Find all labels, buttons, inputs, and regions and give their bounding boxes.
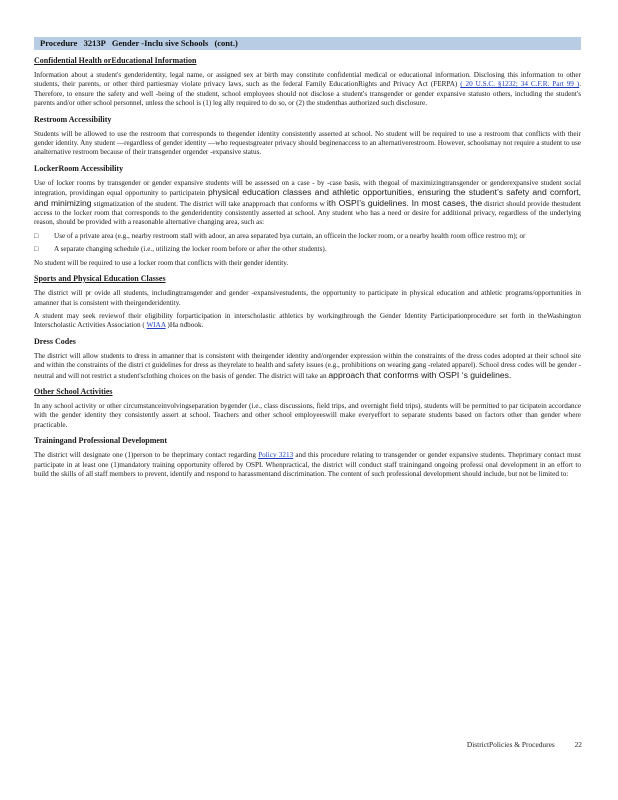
section-activities [34,387,581,430]
paragraph-text: The district will designate one (1)person to be theprimary contact regarding [34,451,259,460]
paragraph-text-large: physical education classes and athletic opportunities, ensuring the student’s safety and comfort, and minimizing [34,187,581,208]
paragraph-text: and this procedure relating to transgender or gender expansive students. Theprimary contact must participate in at least one (1)mandatory training opportunity offered by OSPI. Whenpractical, the district will conduct staff trainingand ongoing professi onal development in an effort to build the skills of all staff members to prevent, identify and respond to harassmentand discrimination. The content of such professional development should include, but not be limited to: [34,451,581,478]
bullet-icon: □ [34,231,39,240]
ferpa-citation-link[interactable]: ( 20 U.S.C. §1232; 34 C.F.R. Part 99 ) [460,80,580,89]
paragraph-text-large: ith OSPI’s guidelines. In most cases, the [326,197,483,208]
paragraph-sports-2 [34,312,581,331]
paragraph-dress [34,352,581,381]
paragraph-text: stigmatization of the student. The district will take anapproach that conforms w [93,199,327,208]
section-training [34,436,581,479]
bullet-icon: □ [34,245,39,254]
wiaa-link[interactable]: WIAA [146,321,166,330]
paragraph-activities: In any school activity or other circumstanceinvolvingseparation bygender (i.e., class discussions, field trips, and overnight field trips), students will be permitted to par ticipatein accordance with the gender identity they consistently assert at school. Teachers and other school employeeswill make everyeffort to separate students based on factors other than gender where practicable. [34,401,581,429]
paragraph-text: . Therefore, to ensure the safety and well -being of the student, school employees should not disclose a student's transgender or gender expansive statusto others, including the student's parents and/or other school personnel, unless the school is (1) leg ally required to do so, or (2) the studenthas authorized such disclosure. [34,80,581,108]
paragraph-text: )Ha ndbook. [165,321,204,330]
section-locker [34,164,581,268]
list-item-text: Use of a private area (e.g., nearby restroom stall with adoor, an area separated bya curtain, an officein the locker room, or a nearby health room office restroo m); or [54,231,526,240]
paragraph-text: The district will allow students to dress in amanner that is consistent with theirgender identity and/orgender expression within the constraints of the dress codes adopted at their school site and within the constraints of the distri ct guidelines for dress as theyrelate to health and safety issues (e.g., prohibitions on wearing gang -related apparel). School dress codes will be gender -neutral and will not restrict a student'sclothing choices on the basis of gender. The district will take an [34,351,581,380]
procedure-cont: (cont.) [214,38,238,48]
procedure-header-bar [34,37,581,50]
page-number: 22 [574,740,582,749]
paragraph-text: Information about a student's genderidentity, legal name, or assigned sex at birth may constitute confidential medical or educational information. Disclosing this information to other students, their parents, or other third partiesmay violate privacy laws, such as the federal Family EducationRights and Privacy Act (FERPA) [34,71,581,89]
procedure-label: Procedure [40,38,78,48]
section-title-confidential: Confidential Health orEducational Information [34,56,197,65]
section-dress [34,337,581,381]
list-item-text: A separate changing schedule (i.e., utilizing the locker room before or after the other students). [54,245,327,254]
paragraph-text-large: approach that conforms with OSPI ‘s guidelines. [328,369,512,380]
paragraph-text: A student may seek reviewof their eligibility forparticipation in interscholastic athletics by workingthrough the Gender Identity Participationprocedure set forth in theWashington Interscholastic Activities Association ( [34,311,581,330]
paragraph-locker-2: No student will be required to use a locker room that conflicts with their gender identity. [34,258,289,267]
paragraph-text: Use of locker rooms by transgender or gender expansive students will be assessed on a case - by -case basis, with thegoal of maximizingtransgender or genderexpansive student social integration, providingan equal opportunity to participatein [34,178,581,198]
footer-label: DistrictPolicies & Procedures [466,740,555,749]
section-title-locker: LockerRoom Accessibility [34,163,124,173]
section-title-dress: Dress Codes [34,336,76,346]
procedure-number: 3213P [83,38,106,48]
section-confidential [34,56,581,109]
list-item [34,245,581,254]
section-sports [34,274,581,331]
section-title-restroom: Restroom Accessibility [34,114,112,124]
paragraph-locker [34,179,581,228]
section-title-activities: Other School Activities [34,386,113,396]
procedure-title: Gender -Inclu sive Schools [111,38,209,48]
list-item [34,232,581,241]
section-restroom [34,115,581,158]
section-title-training: Trainingand Professional Development [34,436,168,446]
paragraph-restroom: Students will be allowed to use the restroom that corresponds to thegender identity consistently asserted at school. No student will be required to use a restroom that conflicts with their gender identity. Any student —regardless of gender identity —who requestsgreater privacy should beginenaccess to an alternativerestroom. However, schoolsmay not require a student to use analternative restroom because of their transgender orgender -expansive status. [34,129,581,157]
page-footer [449,740,582,749]
paragraph-text: district should provide thestudent access to the locker room that corresponds to the genderidentity consistently asserted at school. Any student who has a need or desire for additional privacy, regardless of the underlying reason, should be provided with a reasonable alternative changing area, such as: [34,199,581,227]
document-body [34,56,581,485]
paragraph-training [34,451,581,479]
section-title-sports: Sports and Physical Education Classes [34,274,166,284]
policy-3213-link[interactable]: Policy 3213 [258,451,294,460]
paragraph-confidential [34,71,581,109]
paragraph-sports: The district will pr ovide all students, includingtransgender and gender -expansivestudents, the opportunity to participate in physical education and athletic programs/opportunities in amanner that is consistent with theirgenderidentity. [34,289,581,307]
